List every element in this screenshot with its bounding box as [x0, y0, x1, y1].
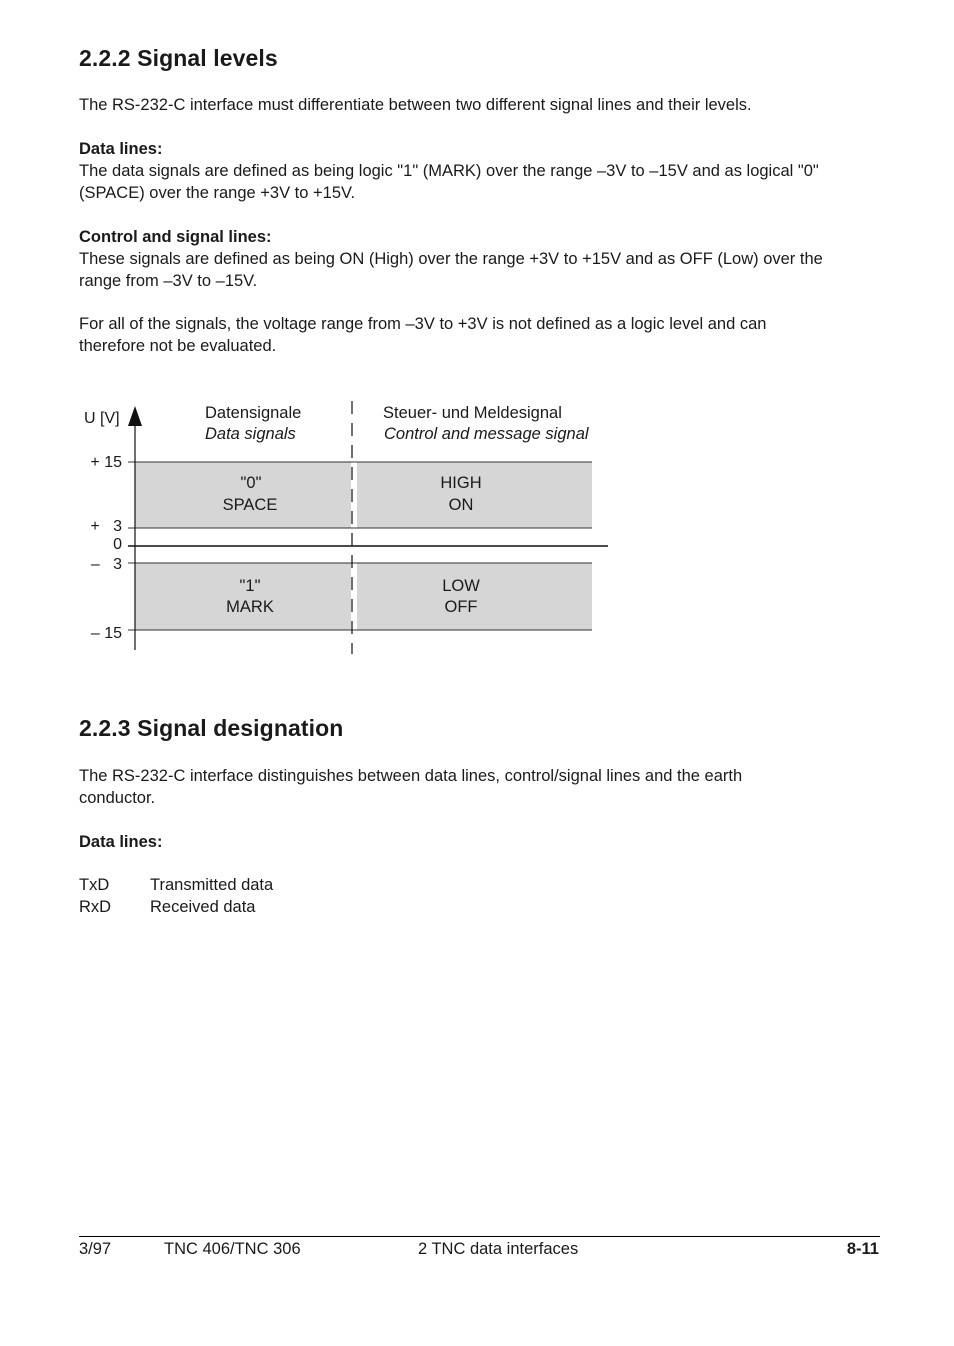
tick-label-0: 0 — [113, 536, 122, 553]
footer-chapter: 2 TNC data interfaces — [418, 1240, 579, 1258]
footer-divider — [79, 1236, 880, 1237]
axis-label: U [V] — [84, 410, 120, 427]
low-box-label-2: OFF — [444, 598, 478, 616]
data-lines-text-line2: (SPACE) over the range +3V to +15V. — [79, 184, 356, 202]
signal-designation-list — [79, 874, 273, 918]
data-lines-text-line1: The data signals are defined as being logic "1" (MARK) over the range –3V to –15V and as logical "0" — [79, 162, 819, 180]
footer-page-number: 8-11 — [846, 1240, 879, 1258]
control-lines-text-line1: These signals are defined as being ON (High) over the range +3V to +15V and as OFF (Low) over the — [79, 250, 823, 268]
tick-label-p15: + 15 — [90, 454, 122, 471]
undefined-range-note-line2: therefore not be evaluated. — [79, 337, 277, 355]
mark-box-label-2: MARK — [226, 598, 274, 616]
signal-code: RxD — [79, 898, 112, 916]
section-heading-signal-levels: 2.2.2 Signal levels — [79, 45, 278, 71]
control-lines-label: Control and signal lines: — [79, 228, 272, 246]
list-item — [79, 896, 273, 918]
designation-data-lines-label: Data lines: — [79, 833, 163, 851]
high-box-label-2: ON — [448, 496, 474, 514]
mark-box — [135, 563, 351, 630]
signal-level-diagram — [0, 390, 954, 670]
designation-intro-line2: conductor. — [79, 789, 156, 807]
list-item — [79, 874, 273, 896]
undefined-range-note-line1: For all of the signals, the voltage range from –3V to +3V is not defined as a logic level and can — [79, 315, 767, 333]
footer-date: 3/97 — [79, 1240, 112, 1258]
footer-model: TNC 406/TNC 306 — [164, 1240, 301, 1258]
low-box-label-1: LOW — [442, 577, 480, 595]
space-box — [135, 462, 351, 528]
low-box — [357, 563, 592, 630]
left-header-de: Datensignale — [205, 404, 302, 422]
tick-label-p3: + 3 — [90, 518, 122, 535]
tick-label-m3: – 3 — [90, 556, 122, 573]
right-header-de: Steuer- und Meldesignal — [383, 404, 562, 422]
space-box-label-1: "0" — [240, 474, 262, 492]
control-lines-text-line2: range from –3V to –15V. — [79, 272, 258, 290]
designation-intro-line1: The RS-232-C interface distinguishes between data lines, control/signal lines and the earth — [79, 767, 743, 785]
mark-box-label-1: "1" — [239, 577, 261, 595]
section-heading-signal-designation: 2.2.3 Signal designation — [79, 715, 344, 741]
intro-paragraph: The RS-232-C interface must differentiate between two different signal lines and their levels. — [79, 96, 752, 114]
left-header-en: Data signals — [205, 425, 296, 443]
high-box — [357, 462, 592, 528]
tick-label-m15: – 15 — [90, 625, 122, 642]
signal-description: Transmitted data — [150, 876, 274, 894]
signal-code: TxD — [79, 876, 110, 894]
data-lines-label: Data lines: — [79, 140, 163, 158]
signal-description: Received data — [150, 898, 256, 916]
axis-arrow-icon — [128, 406, 142, 426]
right-header-en: Control and message signal — [384, 425, 589, 443]
space-box-label-2: SPACE — [222, 496, 278, 514]
high-box-label-1: HIGH — [440, 474, 482, 492]
